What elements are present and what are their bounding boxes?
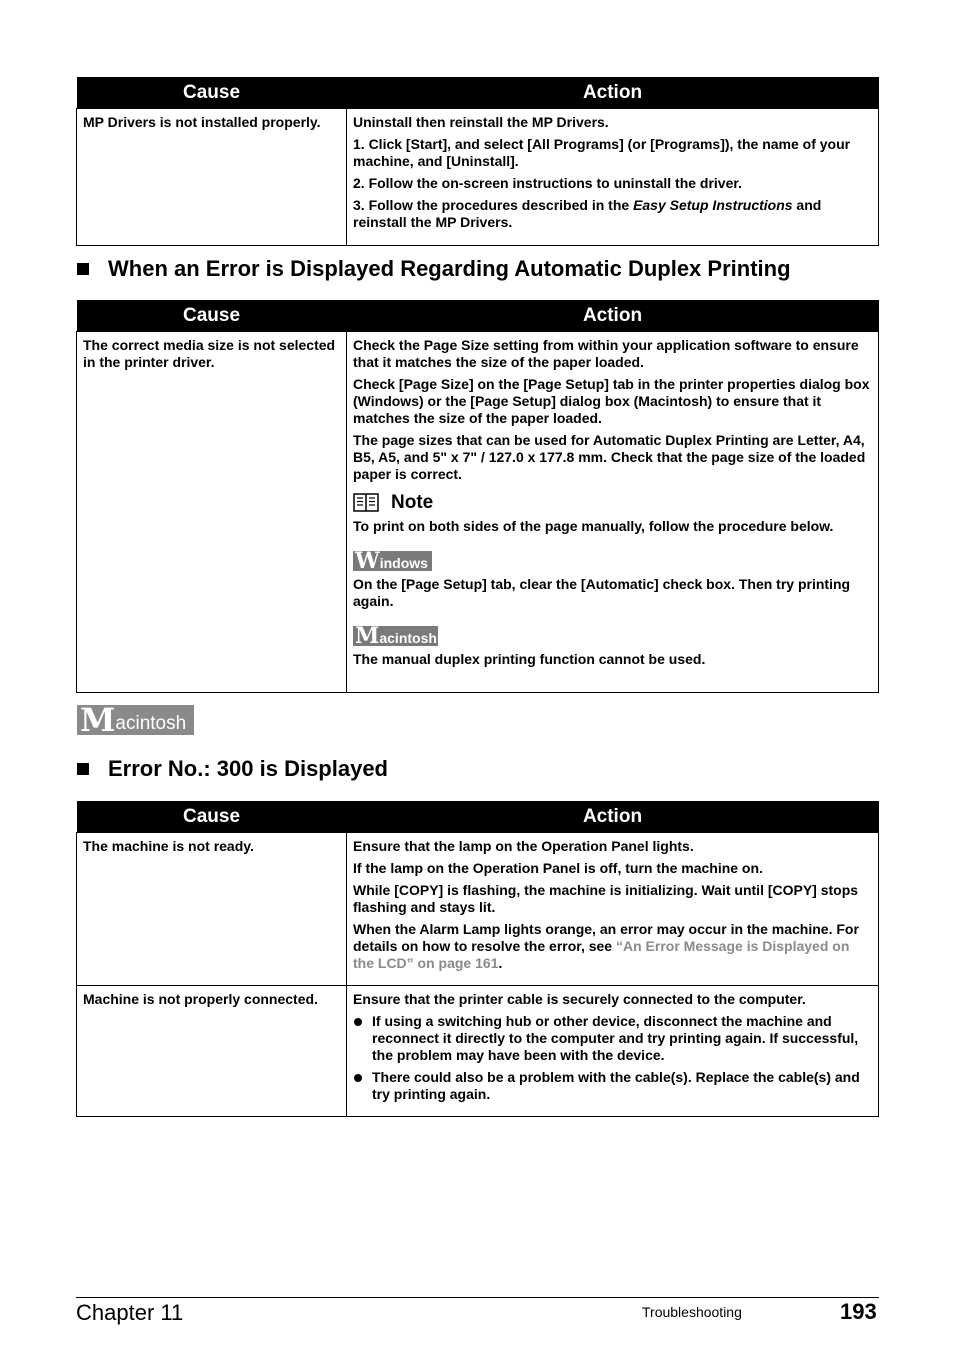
action-step-3: 3. Follow the procedures described in the Easy Setup Instructions and reinstall the MP Drivers. <box>353 197 822 230</box>
page-number: 193 <box>840 1299 877 1324</box>
action-header: Action <box>347 300 879 332</box>
cause-cell <box>77 332 347 693</box>
action-cell <box>347 833 879 986</box>
cause-cell <box>77 833 347 986</box>
footer-divider <box>76 1297 879 1298</box>
note-heading <box>353 493 872 512</box>
action-text: If the lamp on the Operation Panel is off, turn the machine on. <box>353 860 763 876</box>
cause-header: Cause <box>77 300 347 332</box>
bullet-list <box>353 1013 872 1103</box>
cause-header: Cause <box>77 801 347 833</box>
action-text: When the Alarm Lamp lights orange, an error may occur in the machine. For details on how to resolve the error, see “An Error Message is Displayed on the LCD” on page 161. <box>353 921 859 971</box>
cause-text: MP Drivers is not installed properly. <box>83 114 321 130</box>
section-title-error-300: Error No.: 300 is Displayed <box>77 756 388 782</box>
table-row <box>77 332 879 693</box>
macintosh-badge: M acintosh <box>355 623 437 649</box>
note-text: To print on both sides of the page manually, follow the procedure below. <box>353 518 834 534</box>
action-text: Ensure that the lamp on the Operation Panel lights. <box>353 838 694 854</box>
table-row <box>77 109 879 246</box>
action-cell <box>347 109 879 246</box>
action-step-1: 1. Click [Start], and select [All Programs] (or [Programs]), the name of your machine, and [Uninstall]. <box>353 136 851 169</box>
cause-text: The machine is not ready. <box>83 838 254 854</box>
action-header: Action <box>347 77 879 109</box>
action-text: Check [Page Size] on the [Page Setup] tab in the printer properties dialog box (Windows) or the [Page Setup] dialog box (Macintosh) to ensure that it matches the size of the paper loaded. <box>353 376 870 426</box>
action-cell <box>347 332 879 693</box>
book-note-icon <box>353 493 379 512</box>
cause-text: The correct media size is not selected in the printer driver. <box>83 337 336 370</box>
list-item: There could also be a problem with the cable(s). Replace the cable(s) and try printing again. <box>353 1069 872 1103</box>
square-bullet-icon <box>77 763 89 775</box>
macintosh-section-badge: M acintosh <box>77 705 194 735</box>
cause-cell <box>77 109 347 246</box>
action-step-2: 2. Follow the on-screen instructions to uninstall the driver. <box>353 175 742 191</box>
table-row <box>77 986 879 1117</box>
chapter-label: Chapter 11 <box>76 1300 184 1325</box>
action-text: While [COPY] is flashing, the machine is initializing. Wait until [COPY] stops flashing and stays lit. <box>353 882 859 915</box>
action-text: Check the Page Size setting from within your application software to ensure that it matches the size of the paper loaded. <box>353 337 859 370</box>
action-text: Ensure that the printer cable is securely connected to the computer. <box>353 991 806 1007</box>
table-duplex <box>76 300 879 693</box>
section-label: Troubleshooting <box>642 1304 742 1320</box>
table-row <box>77 833 879 986</box>
square-bullet-icon <box>77 263 89 275</box>
manual-title: Easy Setup Instructions <box>633 197 793 213</box>
cause-header: Cause <box>77 77 347 109</box>
action-text: Uninstall then reinstall the MP Drivers. <box>353 114 609 130</box>
action-cell <box>347 986 879 1117</box>
macintosh-text: The manual duplex printing function cannot be used. <box>353 651 706 667</box>
windows-badge: W indows <box>353 551 432 571</box>
list-item: If using a switching hub or other device, disconnect the machine and reconnect it directly to the computer and try printing again. If successful, the problem may have been with the device. <box>353 1013 872 1064</box>
table-error-300 <box>76 801 879 1117</box>
page-reference-link[interactable]: “An Error Message is Displayed on the LCD” on page 161 <box>353 938 850 971</box>
windows-text: On the [Page Setup] tab, clear the [Automatic] check box. Then try printing again. <box>353 576 851 609</box>
action-header: Action <box>347 801 879 833</box>
cause-cell <box>77 986 347 1117</box>
table-mp-drivers <box>76 77 879 246</box>
cause-text: Machine is not properly connected. <box>83 991 318 1007</box>
section-title-duplex: When an Error is Displayed Regarding Automatic Duplex Printing <box>77 256 791 282</box>
action-text: The page sizes that can be used for Automatic Duplex Printing are Letter, A4, B5, A5, and 5" x 7" / 127.0 x 177.8 mm. Check that the page size of the loaded paper is correct. <box>353 432 866 482</box>
note-title: Note <box>391 492 434 513</box>
